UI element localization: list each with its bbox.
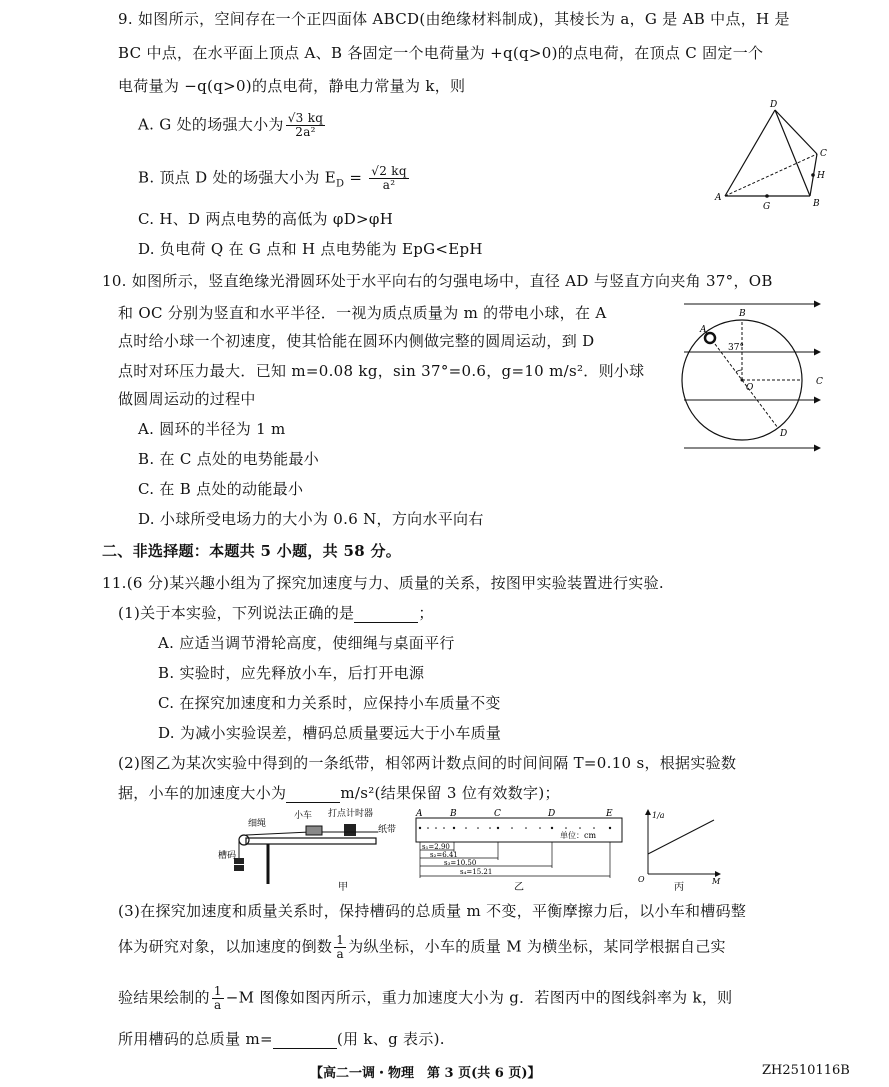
q11-part1-text: (1)关于本实验，下列说法正确的是 [118, 604, 355, 622]
q11-part3-line3-end: −M 图像如图丙所示，重力加速度大小为 g．若图丙中的图线斜率为 k，则 [225, 988, 733, 1007]
circle-label-o: O [746, 383, 754, 393]
apparatus-figure [218, 806, 398, 892]
q9-option-b-fraction [369, 165, 409, 192]
q9-option-a-num: √3 kq [287, 111, 324, 125]
q9-option-a-den: 2a² [295, 125, 316, 139]
tetrahedron-figure [705, 96, 835, 216]
q10-option-c: C. 在 B 点处的动能最小 [138, 480, 304, 498]
page-footer: 【高二一调・物理 第 3 页(共 6 页)】 [310, 1066, 541, 1081]
tape-label-e: E [606, 809, 613, 819]
q11-part1 [118, 602, 434, 623]
graph-origin: O [638, 875, 645, 884]
q9-option-b-num: √2 kq [371, 164, 407, 178]
q9-line2: BC 中点，在水平面上顶点 A、B 各固定一个电荷量为 +q(q>0)的点电荷，在顶点 C 固定一个 [118, 44, 764, 62]
circle-angle-label: 37° [728, 343, 744, 353]
q10-line3: 点时给小球一个初速度，使其恰能在圆环内侧做完整的圆周运动，到 D [118, 332, 595, 350]
q11-part3-line4-end: (用 k、g 表示). [336, 1030, 445, 1048]
q10-option-b: B. 在 C 点处的电势能最小 [138, 450, 320, 468]
circle-label-c: C [816, 377, 823, 387]
q11-part3-line3 [118, 985, 732, 1012]
apparatus-label-weights: 槽码 [218, 851, 237, 861]
graph-caption: 丙 [674, 882, 684, 892]
tetra-label-a: A [715, 193, 722, 203]
q11-option-c: C. 在探究加速度和力关系时，应保持小车质量不变 [158, 694, 501, 712]
q9-option-b-eq: = [344, 168, 368, 187]
q11-part3-line2 [118, 934, 726, 961]
tetra-label-d: D [770, 100, 778, 110]
paper-code: ZH2510116B [762, 1063, 850, 1078]
tape-label-a: A [416, 809, 423, 819]
q11-part1-end: ； [418, 604, 434, 622]
q10-line1: 10. 如图所示，竖直绝缘光滑圆环处于水平向右的匀强电场中，直径 AD 与竖直方向夹角 37°，OB [102, 272, 773, 290]
q9-option-c: C. H、D 两点电势的高低为 φD>φH [138, 210, 394, 228]
tape-label-d: D [548, 809, 556, 819]
tetra-label-c: C [820, 149, 827, 159]
apparatus-label-timer: 打点计时器 [328, 809, 374, 819]
q11-fraction-den: a [336, 947, 344, 961]
q9-option-b-den: a² [382, 178, 396, 192]
circle-label-b: B [739, 309, 746, 319]
section2-heading: 二、非选择题：本题共 5 小题，共 58 分。 [102, 542, 402, 560]
q9-option-a-fraction [286, 112, 326, 139]
q9-option-b-text: B. 顶点 D 处的场强大小为 E [138, 168, 336, 187]
q11-part3-graph-fraction [212, 985, 224, 1012]
q9-option-d: D. 负电荷 Q 在 G 点和 H 点电势能为 EpG<EpH [138, 240, 483, 258]
q9-option-a [138, 112, 327, 139]
apparatus-label-car: 小车 [294, 811, 313, 821]
q11-part3-answer-blank [273, 1030, 337, 1049]
q11-part3-line1: (3)在探究加速度和质量关系时，保持槽码的总质量 m 不变，平衡摩擦力后，以小车和槽码整 [118, 902, 747, 920]
tetra-label-g: G [763, 202, 771, 212]
q11-part3-line4-text: 所用槽码的总质量 m= [118, 1030, 273, 1048]
tape-caption: 乙 [514, 882, 524, 892]
q11-option-b: B. 实验时，应先释放小车，后打开电源 [158, 664, 425, 682]
q9-option-a-text: A. G 处的场强大小为 [138, 115, 284, 134]
q11-option-d: D. 为减小实验误差，槽码总质量要远大于小车质量 [158, 724, 502, 742]
q11-part2-text: 据，小车的加速度大小为 [118, 784, 287, 802]
circle-field-figure [680, 296, 830, 458]
apparatus-label-tape: 纸带 [378, 825, 397, 835]
q9-line1: 9. 如图所示，空间存在一个正四面体 ABCD(由绝缘材料制成)，其棱长为 a，G 是 AB 中点，H 是 [118, 10, 790, 28]
q11-fraction2-den: a [214, 998, 222, 1012]
q11-part2-line2 [118, 782, 560, 803]
q11-option-a: A. 应适当调节滑轮高度，使细绳与桌面平行 [158, 634, 455, 652]
q11-part1-answer-blank [354, 604, 418, 623]
tape-unit-label: 单位：cm [560, 831, 597, 840]
q11-fraction2-num: 1 [213, 984, 222, 998]
tape-s3: s₃=10.50 [444, 859, 477, 867]
graph-x-label: M [712, 877, 721, 886]
circle-label-d: D [780, 429, 788, 439]
tape-s2: s₂=6.41 [430, 851, 458, 859]
q11-fraction-num: 1 [336, 933, 345, 947]
circle-label-a: A [700, 325, 707, 335]
q9-option-b [138, 165, 411, 192]
tape-s1: s₁=2.90 [422, 843, 450, 851]
q11-part3-line4 [118, 1028, 445, 1049]
q9-line3: 电荷量为 −q(q>0)的点电荷，静电力常量为 k，则 [118, 77, 466, 95]
q11-line1: 11.(6 分)某兴趣小组为了探究加速度与力、质量的关系，按图甲实验装置进行实验. [102, 574, 664, 592]
q11-part3-line2-end: 为纵坐标，小车的质量 M 为横坐标，某同学根据自己实 [348, 937, 726, 956]
tape-label-b: B [450, 809, 457, 819]
q11-part3-line3-text: 验结果绘制的 [118, 988, 210, 1007]
paper-tape-figure [410, 806, 628, 892]
tetra-label-h: H [817, 171, 825, 181]
q10-option-d: D. 小球所受电场力的大小为 0.6 N，方向水平向右 [138, 510, 484, 528]
apparatus-caption: 甲 [338, 882, 348, 892]
q10-line2: 和 OC 分别为竖直和水平半径．一视为质点质量为 m 的带电小球，在 A [118, 304, 607, 322]
q10-line4: 点时对环压力最大．已知 m=0.08 kg，sin 37°=0.6，g=10 m/s²．则小球 [118, 362, 645, 380]
tetra-label-b: B [813, 199, 820, 209]
q9-option-b-sub: D [335, 178, 345, 190]
graph-y-label: 1/a [652, 811, 665, 820]
q11-part2-line1: (2)图乙为某次实验中得到的一条纸带，相邻两计数点间的时间间隔 T=0.10 s，根据实验数 [118, 754, 737, 772]
q11-part2-end: m/s²(结果保留 3 位有效数字)； [340, 784, 560, 802]
tape-label-c: C [494, 809, 501, 819]
q10-line5: 做圆周运动的过程中 [118, 390, 256, 408]
q10-option-a: A. 圆环的半径为 1 m [138, 420, 286, 438]
tape-s4: s₄=15.21 [460, 868, 493, 876]
q11-part3-line2-text: 体为研究对象，以加速度的倒数 [118, 937, 333, 956]
q11-part2-answer-blank [286, 784, 340, 803]
inverse-a-graph [636, 806, 726, 892]
q11-part3-inverse-fraction [334, 934, 346, 961]
apparatus-label-rope: 细绳 [248, 819, 267, 829]
